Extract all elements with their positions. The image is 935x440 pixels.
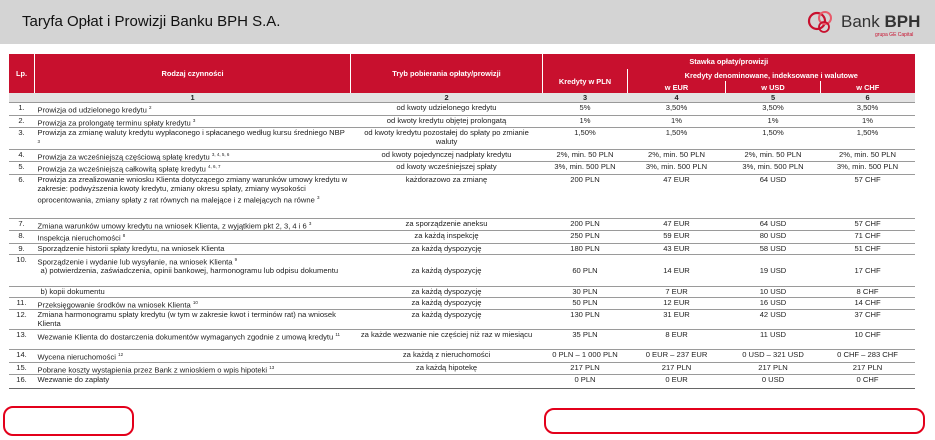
row-eur: 12 EUR [628,297,726,310]
row-lp: 1. [9,103,35,116]
table-row [9,375,915,389]
highlight-row-16-label [3,406,134,436]
row-activity: Przeksięgowanie środków na wniosek Klienta $^{10}$ [35,297,351,310]
row-usd: 80 USD [726,231,821,244]
row-lp: 10. [16,254,27,264]
row-chf: 51 CHF [821,243,915,254]
row-pln: 250 PLN [543,231,628,244]
row-chf: 17 CHF [821,266,915,286]
row-pln: 30 PLN [543,286,628,297]
row-activity: Prowizja za wcześniejszą całkowitą spłatę kredytu $^{4, 6, 7}$ [35,162,351,175]
row-eur: 31 EUR [628,310,726,330]
row-lp: 9. [9,243,35,254]
fee-table-body [9,103,915,389]
row-activity: Prowizja za wcześniejszą częściową spłatę kredytu $^{3, 4, 5, 6}$ [35,149,351,162]
row-mode: za każdą z nieruchomości [351,350,543,363]
row-pln: 1% [543,115,628,128]
row-chf: 10 CHF [821,330,915,350]
col-number: 1 [35,93,351,103]
row-usd: 16 USD [726,297,821,310]
row-usd: 3,50% [726,103,821,116]
row-pln: 130 PLN [543,310,628,330]
header-rodzaj: Rodzaj czynności [35,54,351,93]
table-row [9,149,915,162]
table-row [9,254,915,266]
row-mode: każdorazowo za zmianę [351,174,543,218]
row-usd: 11 USD [726,330,821,350]
row-mode: za każdą dyspozycję [351,266,543,286]
row-mode [351,254,543,266]
row-eur: 217 PLN [628,362,726,375]
row-lp: 5. [9,162,35,175]
header-usd: w USD [726,81,821,93]
table-row [9,362,915,375]
row-activity: Prowizja za zrealizowanie wniosku Klienta dotyczącego zmiany warunków umowy kredytu w zakresie: podwyższenia kwoty kredytu, zmiany okresu spłaty, zmiany wysokości oprocentowania, zmiany spłaty z rat równych na malejące i z malejących na równe $^3$ [35,174,351,218]
row-usd: 3%, min. 500 PLN [726,162,821,175]
table-row [9,330,915,350]
row-mode: od kwoty pojedynczej nadpłaty kredytu [351,149,543,162]
table-row [9,128,915,150]
row-mode: za każdą dyspozycję [351,297,543,310]
row-pln: 2%, min. 50 PLN [543,149,628,162]
row-usd: 42 USD [726,310,821,330]
col-number: 6 [821,93,915,103]
row-pln: 200 PLN [543,218,628,231]
row-mode: za każdą dyspozycję [351,243,543,254]
row-chf: 217 PLN [821,362,915,375]
row-activity: Pobrane koszty wystąpienia przez Bank z wnioskiem o wpis hipoteki $^{13}$ [35,362,351,375]
row-pln: 5% [543,103,628,116]
page-title: Taryfa Opłat i Prowizji Banku BPH S.A. [22,13,281,30]
bank-logo-icon [807,8,837,36]
row-chf: 14 CHF [821,297,915,310]
row-lp: 13. [9,330,35,350]
row-usd: 0 USD [726,375,821,389]
row-chf: 0 CHF [821,375,915,389]
row-usd [726,254,821,266]
table-row [9,286,915,297]
row-mode: za każde wezwanie nie częściej niż raz w miesiącu [351,330,543,350]
row-chf: 57 CHF [821,174,915,218]
row-lp: 4. [9,149,35,162]
row-activity: Zmiana harmonogramu spłaty kredytu (w tym w zakresie kwot i terminów rat) na wniosek Klienta [35,310,351,330]
row-lp: 14. [9,350,35,363]
row-eur: 0 EUR [628,375,726,389]
row-lp [9,266,35,286]
row-activity: b) kopii dokumentu [35,286,351,297]
row-mode: od kwoty kredytu objętej prolongatą [351,115,543,128]
row-activity: Prowizja za prolongatę terminu spłaty kredytu $^3$ [35,115,351,128]
row-activity: a) potwierdzenia, zaświadczenia, opinii bankowej, harmonogramu lub odpisu dokumentu [35,266,351,286]
col-number: 2 [351,93,543,103]
row-eur: 7 EUR [628,286,726,297]
row-mode: za każdą hipotekę [351,362,543,375]
table-row [9,350,915,363]
highlight-row-16-values [544,408,925,434]
row-pln: 200 PLN [543,174,628,218]
row-chf: 0 CHF – 283 CHF [821,350,915,363]
row-chf: 3%, min. 500 PLN [821,162,915,175]
table-row [9,103,915,116]
row-pln: 180 PLN [543,243,628,254]
row-usd: 64 USD [726,218,821,231]
row-eur: 0 EUR – 237 EUR [628,350,726,363]
row-lp: 11. [9,297,35,310]
row-activity: Inspekcja nieruchomości $^8$ [35,231,351,244]
table-row [9,266,915,286]
row-usd: 19 USD [726,266,821,286]
row-lp: 15. [9,362,35,375]
header-lp: Lp. [9,54,35,93]
col-number: 3 [543,93,628,103]
row-mode: za każdą dyspozycję [351,286,543,297]
row-mode: za sporządzenie aneksu [351,218,543,231]
row-usd: 1,50% [726,128,821,150]
row-mode: za każdą inspekcję [351,231,543,244]
row-chf: 37 CHF [821,310,915,330]
row-lp: 7. [9,218,35,231]
row-pln: 35 PLN [543,330,628,350]
bank-logo-text: Bank BPH [841,12,921,31]
row-activity: Wezwanie do zapłaty [35,375,351,389]
row-eur: 43 EUR [628,243,726,254]
row-activity: Wezwanie Klienta do dostarczenia dokumentów wymaganych zgodnie z umową kredytu $^{11}$ [35,330,351,350]
row-usd: 10 USD [726,286,821,297]
bank-logo-tagline: grupa GE Capital [875,32,914,38]
col-number: 5 [726,93,821,103]
row-usd: 0 USD – 321 USD [726,350,821,363]
table-row [9,310,915,330]
row-chf: 2%, min. 50 PLN [821,149,915,162]
row-eur: 47 EUR [628,218,726,231]
row-eur: 2%, min. 50 PLN [628,149,726,162]
table-row [9,243,915,254]
row-mode: od kwoty wcześniejszej spłaty [351,162,543,175]
header-kredyty-pln: Kredyty w PLN [543,69,628,93]
row-chf [821,254,915,266]
row-chf: 1% [821,115,915,128]
row-activity: Sporządzenie historii spłaty kredytu, na wniosek Klienta [35,243,351,254]
table-row [9,174,915,218]
row-usd: 64 USD [726,174,821,218]
row-eur: 59 EUR [628,231,726,244]
row-pln [543,254,628,266]
table-row [9,297,915,310]
fee-table [8,54,915,389]
row-eur: 14 EUR [628,266,726,286]
column-number-row [9,93,915,103]
table-row [9,162,915,175]
table-row [9,231,915,244]
row-activity: Sporządzenie i wydanie lub wysyłanie, na wniosek Klienta $^9$ [37,256,238,267]
row-activity: Prowizja od udzielonego kredytu $^2$ [35,103,351,116]
row-chf: 57 CHF [821,218,915,231]
row-lp: 12. [9,310,35,330]
row-pln: 0 PLN [543,375,628,389]
row-eur: 3,50% [628,103,726,116]
row-pln: 1,50% [543,128,628,150]
row-activity: Zmiana warunków umowy kredytu na wniosek Klienta, z wyjątkiem pkt 2, 3, 4 i 6 $^3$ [35,218,351,231]
row-pln: 0 PLN – 1 000 PLN [543,350,628,363]
row-chf: 1,50% [821,128,915,150]
row-eur: 47 EUR [628,174,726,218]
row-usd: 217 PLN [726,362,821,375]
header-stawka: Stawka opłaty/prowizji [543,54,915,69]
row-chf: 71 CHF [821,231,915,244]
row-pln: 3%, min. 500 PLN [543,162,628,175]
row-chf: 3,50% [821,103,915,116]
row-mode [351,375,543,389]
row-mode: za każdą dyspozycję [351,310,543,330]
row-pln: 60 PLN [543,266,628,286]
row-activity: Prowizja za zmianę waluty kredytu wypłaconego i spłacanego według kursu średniego NBP $^3$ [35,128,351,150]
header-chf: w CHF [821,81,915,93]
table-row [9,115,915,128]
col-number: 4 [628,93,726,103]
row-lp: 6. [9,174,35,218]
row-usd: 58 USD [726,243,821,254]
page-header [0,0,935,44]
row-lp [9,286,35,297]
row-lp: 8. [9,231,35,244]
row-usd: 2%, min. 50 PLN [726,149,821,162]
row-mode: od kwoty udzielonego kredytu [351,103,543,116]
row-eur: 1% [628,115,726,128]
row-pln: 50 PLN [543,297,628,310]
row-chf: 8 CHF [821,286,915,297]
header-eur: w EUR [628,81,726,93]
row-eur: 1,50% [628,128,726,150]
row-activity: Wycena nieruchomości $^{12}$ [35,350,351,363]
row-pln: 217 PLN [543,362,628,375]
row-lp: 3. [9,128,35,150]
row-mode: od kwoty kredytu pozostałej do spłaty po zmianie waluty [351,128,543,150]
header-tryb: Tryb pobierania opłaty/prowizji [351,54,543,93]
row-lp: 16. [9,375,35,389]
table-row [9,218,915,231]
row-eur [628,254,726,266]
row-eur: 8 EUR [628,330,726,350]
row-eur: 3%, min. 500 PLN [628,162,726,175]
row-lp: 2. [9,115,35,128]
header-denom: Kredyty denominowane, indeksowane i walutowe [628,69,915,81]
row-usd: 1% [726,115,821,128]
bank-logo [805,4,931,42]
